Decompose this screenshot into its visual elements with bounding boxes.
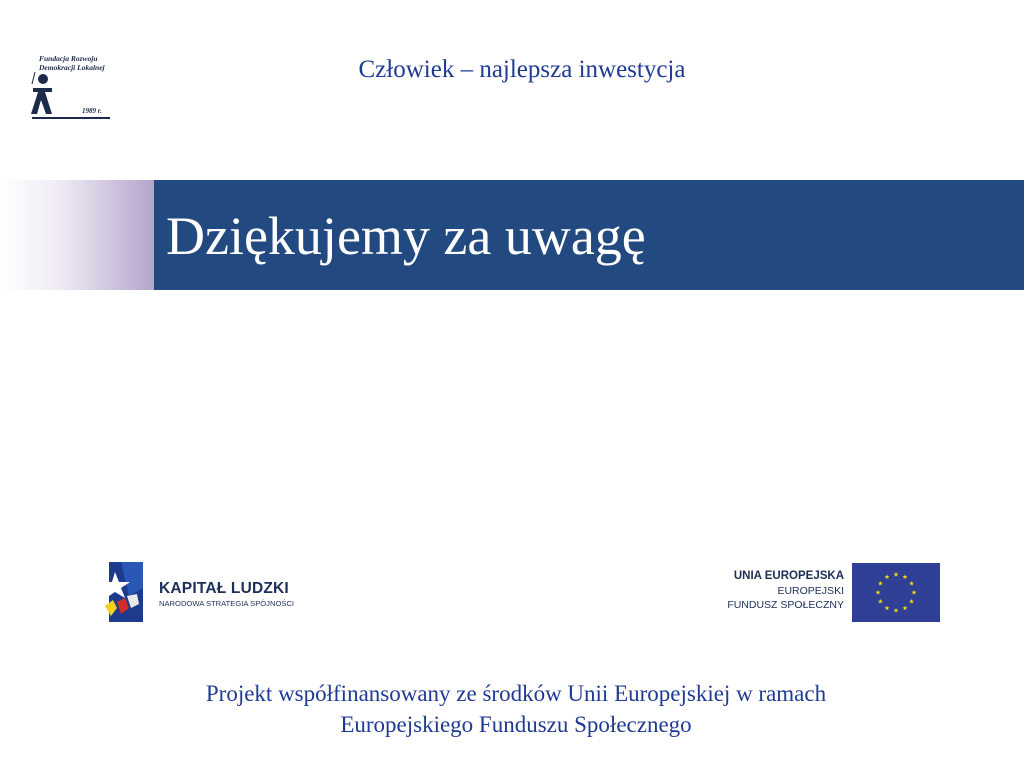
footer-line1: Projekt współfinansowany ze środków Unii Europejskiej w ramach — [205, 681, 827, 706]
kapital-ludzki-title: KAPITAŁ LUDZKI — [159, 580, 289, 597]
footer-note — [0, 678, 1024, 740]
eu-logo-line3: FUNDUSZ SPOŁECZNY — [727, 599, 844, 611]
slide-title: Dziękujemy za uwagę — [166, 206, 646, 266]
eu-logo — [680, 563, 940, 623]
foundation-underline — [32, 117, 110, 119]
foundation-name-line2: Demokracji Lokalnej — [39, 63, 105, 72]
eu-logo-line1: UNIA EUROPEJSKA — [733, 570, 844, 582]
title-band-fade — [0, 180, 154, 290]
title-band — [154, 180, 1024, 290]
kapital-ludzki-subtitle: NARODOWA STRATEGIA SPÓJNOŚCI — [159, 599, 295, 608]
header-title: Człowiek – najlepsza inwestycja — [358, 56, 686, 83]
foundation-year: 1989 r. — [82, 107, 102, 115]
foundation-name-line1: Fundacja Rozwoju — [39, 54, 98, 63]
kapital-ludzki-logo — [103, 558, 313, 624]
eu-logo-text — [684, 569, 844, 612]
eu-flag-icon — [852, 563, 940, 622]
eu-logo-line2: EUROPEJSKI — [777, 585, 844, 597]
kapital-ludzki-emblem-icon — [103, 558, 153, 624]
footer-line2: Europejskiego Funduszu Społecznego — [340, 712, 692, 737]
